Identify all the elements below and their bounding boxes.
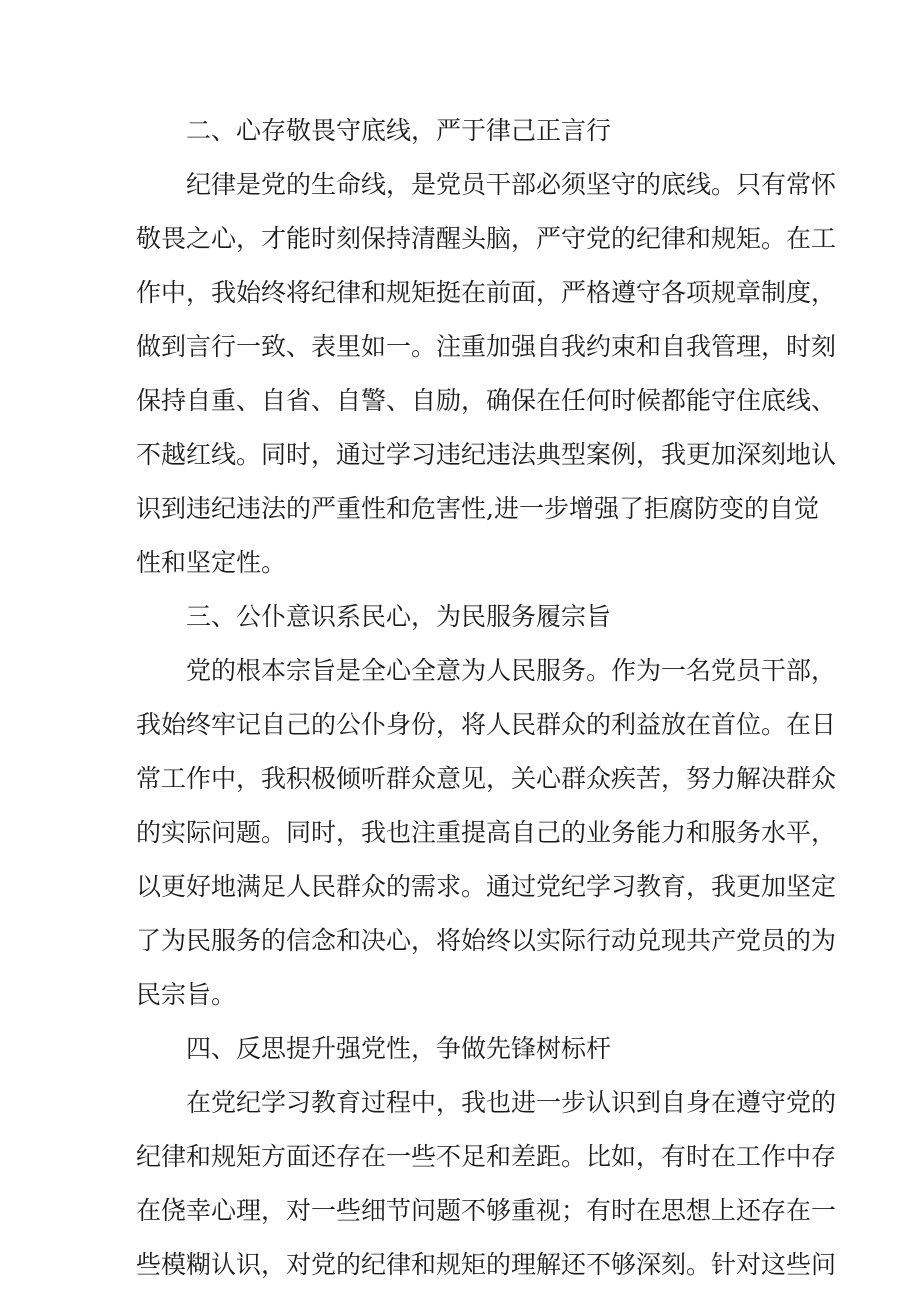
body-line: 了为民服务的信念和决心，将始终以实际行动兑现共产党员的为	[136, 926, 837, 955]
body-line: 识到违纪违法的严重性和危害性,进一步增强了拒腐防变的自觉	[136, 494, 819, 523]
section-body	[136, 1076, 837, 1292]
body-line: 不越红线。同时，通过学习违纪违法典型案例，我更加深刻地认	[136, 440, 837, 469]
body-line: 些模糊认识，对党的纪律和规矩的理解还不够深刻。针对这些问	[136, 1250, 837, 1279]
body-line: 纪律和规矩方面还存在一些不足和差距。比如，有时在工作中存	[136, 1142, 837, 1171]
body-line: 做到言行一致、表里如一。注重加强自我约束和自我管理，时刻	[136, 332, 837, 361]
section-heading: 三、公仆意识系民心，为民服务履宗旨	[186, 602, 612, 631]
body-line: 在侥幸心理，对一些细节问题不够重视；有时在思想上还存在一	[136, 1196, 837, 1225]
section-body	[136, 644, 837, 1022]
section-public-service	[136, 590, 837, 1022]
section-body	[136, 158, 837, 590]
body-line: 在党纪学习教育过程中，我也进一步认识到自身在遵守党的	[186, 1088, 837, 1117]
body-line: 敬畏之心，才能时刻保持清醒头脑，严守党的纪律和规矩。在工	[136, 224, 837, 253]
body-line: 我始终牢记自己的公仆身份，将人民群众的利益放在首位。在日	[136, 710, 837, 739]
body-line: 的实际问题。同时，我也注重提高自己的业务能力和服务水平，	[136, 818, 837, 847]
section-heading: 二、心存敬畏守底线，严于律己正言行	[186, 116, 612, 145]
section-discipline	[136, 104, 837, 590]
body-line: 常工作中，我积极倾听群众意见，关心群众疾苦，努力解决群众	[136, 764, 837, 793]
body-line: 纪律是党的生命线，是党员干部必须坚守的底线。只有常怀	[186, 170, 837, 199]
body-line: 以更好地满足人民群众的需求。通过党纪学习教育，我更加坚定	[136, 872, 837, 901]
section-reflection	[136, 1022, 837, 1292]
document-page	[136, 104, 837, 1292]
body-line: 党的根本宗旨是全心全意为人民服务。作为一名党员干部，	[186, 656, 837, 685]
body-line: 性和坚定性。	[136, 548, 287, 577]
body-line: 民宗旨。	[136, 980, 237, 1009]
body-line: 作中，我始终将纪律和规矩挺在前面，严格遵守各项规章制度，	[136, 278, 837, 307]
body-line: 保持自重、自省、自警、自励，确保在任何时候都能守住底线、	[136, 386, 837, 415]
section-heading: 四、反思提升强党性，争做先锋树标杆	[186, 1034, 612, 1063]
